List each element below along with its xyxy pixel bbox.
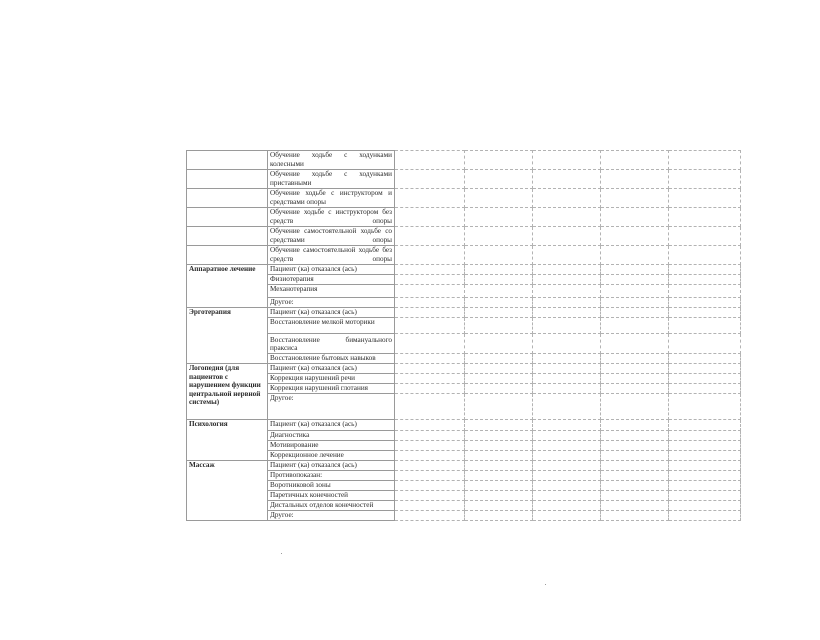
result-cell[interactable] <box>533 208 601 227</box>
result-cell[interactable] <box>669 285 741 298</box>
result-cell[interactable] <box>465 364 533 374</box>
result-cell[interactable] <box>601 451 669 461</box>
result-cell[interactable] <box>601 298 669 308</box>
item-cell: Дистальных отделов конечностей <box>268 501 395 511</box>
table-row <box>187 227 741 246</box>
table-row <box>187 170 741 189</box>
category-cell <box>187 227 268 246</box>
result-cell[interactable] <box>533 491 601 501</box>
table-row <box>187 451 741 461</box>
result-cell[interactable] <box>533 151 601 170</box>
result-cell[interactable] <box>395 481 465 491</box>
item-cell: Пациент (ка) отказался (ась) <box>268 461 395 471</box>
rehabilitation-table <box>186 150 741 521</box>
result-cell[interactable] <box>465 461 533 471</box>
result-cell[interactable] <box>395 170 465 189</box>
result-cell[interactable] <box>533 354 601 364</box>
result-cell[interactable] <box>601 511 669 521</box>
assessment-form-page <box>186 150 740 521</box>
item-cell: Мотивирование <box>268 441 395 451</box>
table-row <box>187 275 741 285</box>
result-cell[interactable] <box>465 394 533 420</box>
result-cell[interactable] <box>669 364 741 374</box>
item-cell: Обучение ходьбе с инструктором и средствами опоры <box>268 189 395 208</box>
table-row <box>187 481 741 491</box>
result-cell[interactable] <box>395 151 465 170</box>
category-massage: Массаж <box>187 461 268 521</box>
result-cell[interactable] <box>395 451 465 461</box>
result-cell[interactable] <box>533 246 601 265</box>
result-cell[interactable] <box>533 227 601 246</box>
item-cell: Диагностика <box>268 431 395 441</box>
item-cell: Паретичных конечностей <box>268 491 395 501</box>
result-cell[interactable] <box>533 265 601 275</box>
result-cell[interactable] <box>669 451 741 461</box>
result-cell[interactable] <box>465 151 533 170</box>
result-cell[interactable] <box>465 265 533 275</box>
table-row <box>187 441 741 451</box>
table-row <box>187 151 741 170</box>
item-cell: Обучение самостоятельной ходьбе со средствами опоры <box>268 227 395 246</box>
result-cell[interactable] <box>395 441 465 451</box>
result-cell[interactable] <box>601 431 669 441</box>
result-cell[interactable] <box>669 374 741 384</box>
item-cell: Обучение ходьбе с ходунками приставными <box>268 170 395 189</box>
item-cell: Восстановление бытовых навыков <box>268 354 395 364</box>
result-cell[interactable] <box>465 501 533 511</box>
result-cell[interactable] <box>533 318 601 334</box>
result-cell[interactable] <box>601 275 669 285</box>
result-cell[interactable] <box>465 298 533 308</box>
result-cell[interactable] <box>669 354 741 364</box>
result-cell[interactable] <box>395 364 465 374</box>
result-cell[interactable] <box>533 420 601 431</box>
table-row <box>187 394 741 420</box>
result-cell[interactable] <box>395 227 465 246</box>
result-cell[interactable] <box>601 374 669 384</box>
item-cell: Восстановление бимануального праксиса <box>268 334 395 354</box>
result-cell[interactable] <box>465 491 533 501</box>
result-cell[interactable] <box>601 364 669 374</box>
table-row <box>187 308 741 318</box>
result-cell[interactable] <box>669 394 741 420</box>
table-row <box>187 246 741 265</box>
table-row <box>187 334 741 354</box>
result-cell[interactable] <box>669 501 741 511</box>
item-cell: Другое: <box>268 298 395 308</box>
item-cell: Обучение ходьбе с инструктором без средств опоры <box>268 208 395 227</box>
category-cell <box>187 189 268 208</box>
table-row <box>187 208 741 227</box>
item-cell: Коррекционное лечение <box>268 451 395 461</box>
result-cell[interactable] <box>395 275 465 285</box>
table-row <box>187 189 741 208</box>
table-row <box>187 471 741 481</box>
table-row <box>187 461 741 471</box>
result-cell[interactable] <box>465 471 533 481</box>
result-cell[interactable] <box>465 334 533 354</box>
category-cell <box>187 170 268 189</box>
result-cell[interactable] <box>669 189 741 208</box>
result-cell[interactable] <box>601 308 669 318</box>
result-cell[interactable] <box>533 481 601 491</box>
result-cell[interactable] <box>395 471 465 481</box>
scan-speck <box>545 584 546 585</box>
result-cell[interactable] <box>465 451 533 461</box>
result-cell[interactable] <box>465 189 533 208</box>
result-cell[interactable] <box>395 501 465 511</box>
result-cell[interactable] <box>669 491 741 501</box>
result-cell[interactable] <box>395 189 465 208</box>
result-cell[interactable] <box>669 308 741 318</box>
item-cell: Пациент (ка) отказался (ась) <box>268 364 395 374</box>
result-cell[interactable] <box>601 285 669 298</box>
result-cell[interactable] <box>395 374 465 384</box>
result-cell[interactable] <box>669 318 741 334</box>
item-cell: Противопоказан: <box>268 471 395 481</box>
result-cell[interactable] <box>601 384 669 394</box>
result-cell[interactable] <box>465 227 533 246</box>
item-cell: Физиотерапия <box>268 275 395 285</box>
result-cell[interactable] <box>669 246 741 265</box>
result-cell[interactable] <box>395 511 465 521</box>
result-cell[interactable] <box>533 431 601 441</box>
result-cell[interactable] <box>601 189 669 208</box>
result-cell[interactable] <box>601 471 669 481</box>
item-cell: Пациент (ка) отказался (ась) <box>268 265 395 275</box>
result-cell[interactable] <box>669 265 741 275</box>
result-cell[interactable] <box>395 246 465 265</box>
result-cell[interactable] <box>533 170 601 189</box>
category-cell <box>187 151 268 170</box>
result-cell[interactable] <box>395 420 465 431</box>
result-cell[interactable] <box>533 364 601 374</box>
result-cell[interactable] <box>533 334 601 354</box>
result-cell[interactable] <box>601 354 669 364</box>
result-cell[interactable] <box>465 511 533 521</box>
result-cell[interactable] <box>601 501 669 511</box>
result-cell[interactable] <box>533 471 601 481</box>
result-cell[interactable] <box>533 384 601 394</box>
result-cell[interactable] <box>669 481 741 491</box>
result-cell[interactable] <box>533 394 601 420</box>
result-cell[interactable] <box>465 170 533 189</box>
table-row <box>187 501 741 511</box>
table-row <box>187 384 741 394</box>
table-row <box>187 420 741 431</box>
result-cell[interactable] <box>395 491 465 501</box>
item-cell: Механотерапия <box>268 285 395 298</box>
table-row <box>187 364 741 374</box>
result-cell[interactable] <box>669 170 741 189</box>
result-cell[interactable] <box>669 384 741 394</box>
table-row <box>187 491 741 501</box>
item-cell: Коррекция нарушений глотания <box>268 384 395 394</box>
result-cell[interactable] <box>465 374 533 384</box>
result-cell[interactable] <box>669 420 741 431</box>
result-cell[interactable] <box>533 451 601 461</box>
result-cell[interactable] <box>465 481 533 491</box>
result-cell[interactable] <box>395 384 465 394</box>
result-cell[interactable] <box>669 208 741 227</box>
item-cell: Другое: <box>268 394 395 420</box>
table-row <box>187 285 741 298</box>
result-cell[interactable] <box>465 208 533 227</box>
table-row <box>187 265 741 275</box>
result-cell[interactable] <box>601 420 669 431</box>
result-cell[interactable] <box>669 227 741 246</box>
item-cell: Обучение самостоятельной ходьбе без средств опоры <box>268 246 395 265</box>
result-cell[interactable] <box>533 285 601 298</box>
table-row <box>187 374 741 384</box>
result-cell[interactable] <box>395 208 465 227</box>
result-cell[interactable] <box>465 285 533 298</box>
table-row <box>187 298 741 308</box>
result-cell[interactable] <box>601 208 669 227</box>
result-cell[interactable] <box>601 461 669 471</box>
result-cell[interactable] <box>533 189 601 208</box>
result-cell[interactable] <box>601 394 669 420</box>
result-cell[interactable] <box>601 481 669 491</box>
result-cell[interactable] <box>465 420 533 431</box>
result-cell[interactable] <box>601 151 669 170</box>
result-cell[interactable] <box>669 334 741 354</box>
item-cell: Обучение ходьбе с ходунками колесными <box>268 151 395 170</box>
result-cell[interactable] <box>601 227 669 246</box>
result-cell[interactable] <box>465 246 533 265</box>
result-cell[interactable] <box>601 246 669 265</box>
result-cell[interactable] <box>669 298 741 308</box>
result-cell[interactable] <box>601 170 669 189</box>
table-row <box>187 431 741 441</box>
table-row <box>187 354 741 364</box>
result-cell[interactable] <box>601 334 669 354</box>
result-cell[interactable] <box>669 471 741 481</box>
result-cell[interactable] <box>669 431 741 441</box>
result-cell[interactable] <box>395 298 465 308</box>
result-cell[interactable] <box>465 308 533 318</box>
result-cell[interactable] <box>465 384 533 394</box>
result-cell[interactable] <box>601 491 669 501</box>
result-cell[interactable] <box>465 275 533 285</box>
result-cell[interactable] <box>669 441 741 451</box>
result-cell[interactable] <box>533 511 601 521</box>
result-cell[interactable] <box>533 374 601 384</box>
result-cell[interactable] <box>465 441 533 451</box>
result-cell[interactable] <box>465 354 533 364</box>
result-cell[interactable] <box>465 431 533 441</box>
item-cell: Пациент (ка) отказался (ась) <box>268 308 395 318</box>
result-cell[interactable] <box>669 511 741 521</box>
result-cell[interactable] <box>601 318 669 334</box>
result-cell[interactable] <box>395 318 465 334</box>
result-cell[interactable] <box>465 318 533 334</box>
result-cell[interactable] <box>395 285 465 298</box>
result-cell[interactable] <box>669 461 741 471</box>
result-cell[interactable] <box>395 354 465 364</box>
item-cell: Восстановление мелкой моторики <box>268 318 395 334</box>
result-cell[interactable] <box>533 275 601 285</box>
result-cell[interactable] <box>669 151 741 170</box>
scan-speck <box>281 553 282 554</box>
result-cell[interactable] <box>601 265 669 275</box>
result-cell[interactable] <box>533 298 601 308</box>
item-cell: Другое: <box>268 511 395 521</box>
item-cell: Пациент (ка) отказался (ась) <box>268 420 395 431</box>
result-cell[interactable] <box>669 275 741 285</box>
table-row <box>187 511 741 521</box>
result-cell[interactable] <box>395 431 465 441</box>
category-psychology: Психология <box>187 420 268 461</box>
result-cell[interactable] <box>395 265 465 275</box>
item-cell: Коррекция нарушений речи <box>268 374 395 384</box>
result-cell[interactable] <box>533 461 601 471</box>
result-cell[interactable] <box>395 308 465 318</box>
category-apparatus: Аппаратное лечение <box>187 265 268 308</box>
result-cell[interactable] <box>533 441 601 451</box>
result-cell[interactable] <box>395 334 465 354</box>
result-cell[interactable] <box>533 501 601 511</box>
category-ergotherapy: Эрготерапия <box>187 308 268 364</box>
category-cell <box>187 208 268 227</box>
category-cell <box>187 246 268 265</box>
result-cell[interactable] <box>395 461 465 471</box>
result-cell[interactable] <box>395 394 465 420</box>
result-cell[interactable] <box>601 441 669 451</box>
item-cell: Воротниковой зоны <box>268 481 395 491</box>
table-row <box>187 318 741 334</box>
category-speech-therapy: Логопедия (для пациентов с нарушением функции центральной нервной системы) <box>187 364 268 420</box>
result-cell[interactable] <box>533 308 601 318</box>
